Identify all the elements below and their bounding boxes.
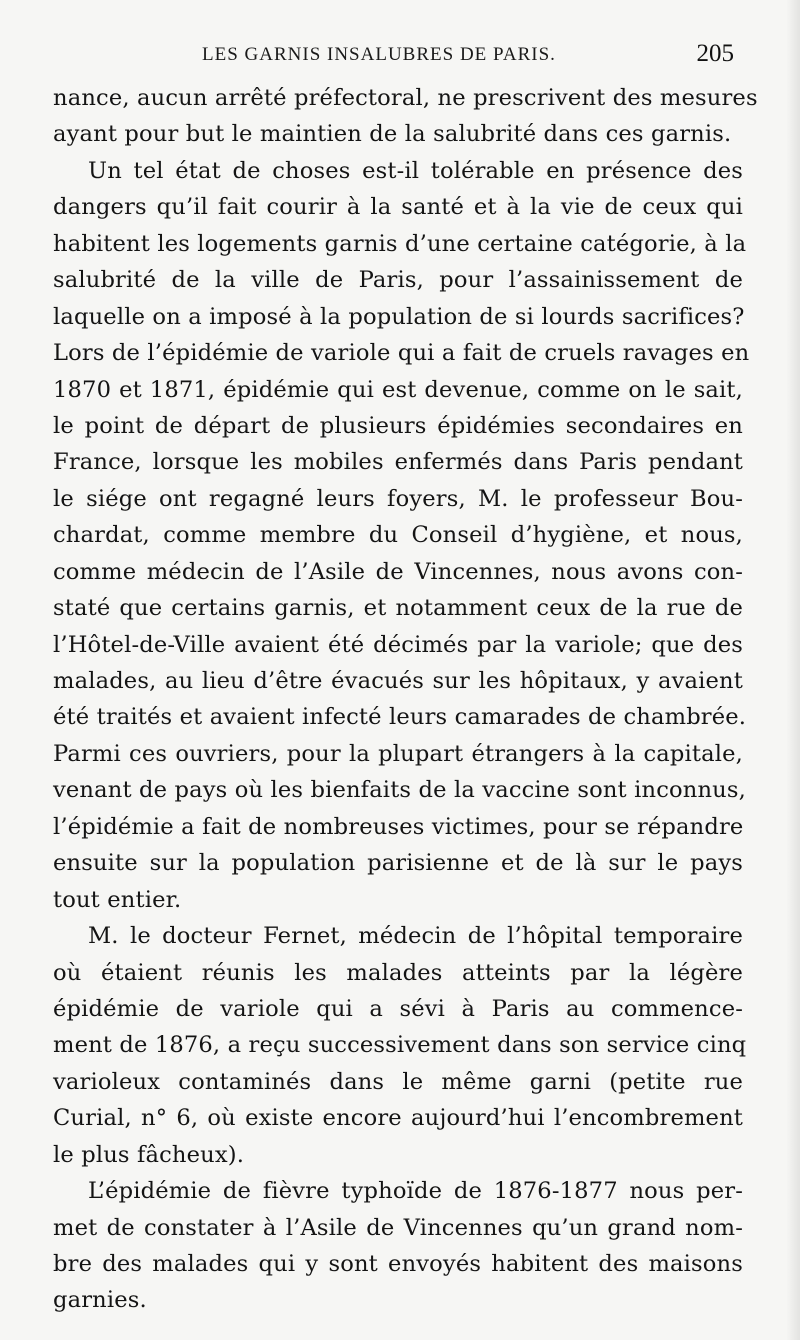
text-line: le siége ont regagné leurs foyers, M. le professeur Bou- xyxy=(53,485,743,512)
text-line: ment de 1876, a reçu successivement dans son service cinq xyxy=(53,1032,747,1059)
page-header xyxy=(52,42,738,76)
text-line: l’épidémie a fait de nombreuses victimes, pour se répandre xyxy=(53,813,744,840)
text-line: épidémie de variole qui a sévi à Paris au commence- xyxy=(53,995,743,1022)
text-line: le point de départ de plusieurs épidémies secondaires en xyxy=(53,412,743,439)
text-line: tout entier. xyxy=(53,886,182,913)
text-line: où étaient réunis les malades atteints par la légère xyxy=(53,959,743,986)
text-line: habitent les logements garnis d’une certaine catégorie, à la xyxy=(53,230,747,257)
text-line: été traités et avaient infecté leurs camarades de chambrée. xyxy=(53,704,747,731)
text-line: M. le docteur Fernet, médecin de l’hôpital temporaire xyxy=(88,923,743,950)
text-line: comme médecin de l’Asile de Vincennes, nous avons con- xyxy=(53,558,743,585)
page-edge-shadow xyxy=(786,0,800,1340)
text-line: L’épidémie de fièvre typhoïde de 1876-1877 nous per- xyxy=(88,1178,743,1205)
text-line: Lors de l’épidémie de variole qui a fait de cruels ravages en xyxy=(53,340,750,367)
text-line: ensuite sur la population parisienne et de là sur le pays xyxy=(53,850,743,877)
text-line: France, lorsque les mobiles enfermés dans Paris pendant xyxy=(53,449,743,476)
text-line: venant de pays où les bienfaits de la vaccine sont inconnus, xyxy=(53,777,746,804)
text-line: staté que certains garnis, et notamment ceux de la rue de xyxy=(53,595,743,622)
text-line: Parmi ces ouvriers, pour la plupart étrangers à la capitale, xyxy=(53,740,743,767)
page-number: 205 xyxy=(696,40,734,67)
text-line: garnies. xyxy=(53,1287,147,1314)
text-line: met de constater à l’Asile de Vincennes qu’un grand nom- xyxy=(53,1214,743,1241)
text-line: nance, aucun arrêté préfectoral, ne prescrivent des mesures xyxy=(53,85,758,111)
text-line: Curial, n° 6, où existe encore aujourd’hui l’encombrement xyxy=(53,1105,743,1132)
body-text xyxy=(53,80,758,1319)
running-title: LES GARNIS INSALUBRES DE PARIS. xyxy=(202,44,556,65)
text-line: varioleux contaminés dans le même garni (petite rue xyxy=(53,1068,743,1095)
text-line: laquelle on a imposé à la population de si lourds sacrifices? xyxy=(53,303,745,330)
text-line: salubrité de la ville de Paris, pour l’assainissement de xyxy=(53,267,743,294)
text-line: 1870 et 1871, épidémie qui est devenue, comme on le sait, xyxy=(53,376,743,403)
text-line: le plus fâcheux). xyxy=(53,1141,245,1168)
text-line: chardat, comme membre du Conseil d’hygiène, et nous, xyxy=(53,522,743,549)
text-line: l’Hôtel-de-Ville avaient été décimés par la variole; que des xyxy=(53,631,743,658)
text-line: Un tel état de choses est-il tolérable en présence des xyxy=(88,157,743,184)
text-line: malades, au lieu d’être évacués sur les hôpitaux, y avaient xyxy=(53,668,743,694)
text-line: bre des malades qui y sont envoyés habitent des maisons xyxy=(53,1251,743,1277)
text-line: dangers qu’il fait courir à la santé et à la vie de ceux qui xyxy=(53,194,743,221)
text-line: ayant pour but le maintien de la salubrité dans ces garnis. xyxy=(53,121,732,148)
